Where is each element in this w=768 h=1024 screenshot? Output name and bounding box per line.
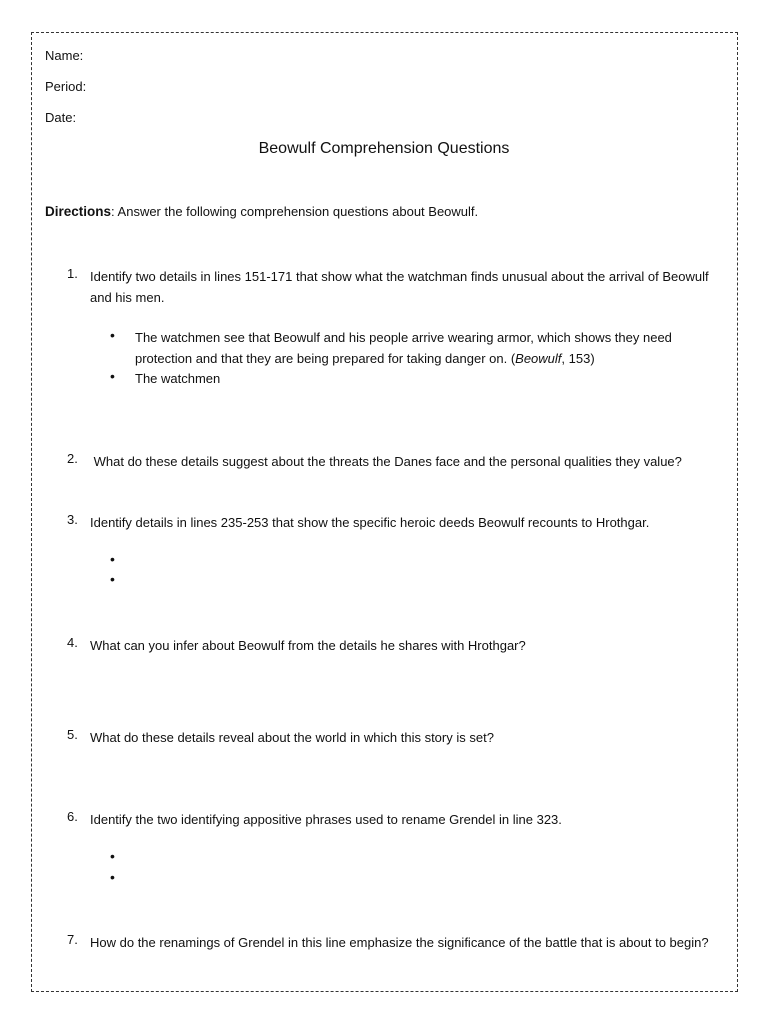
directions bbox=[45, 204, 478, 219]
question-number: 7. bbox=[67, 932, 78, 947]
answer-citation-title: Beowulf bbox=[515, 351, 562, 366]
question-number: 5. bbox=[67, 727, 78, 742]
question-text: What do these details reveal about the world in which this story is set? bbox=[90, 730, 494, 745]
date-label: Date: bbox=[45, 110, 77, 125]
answer-text bbox=[135, 327, 725, 369]
question-number: 2. bbox=[67, 451, 78, 466]
answer-text-before: The watchmen see that Beowulf and his people arrive wearing armor, which shows they need protection and that they are being prepared for taking danger on. ( bbox=[135, 330, 672, 366]
name-label: Name: bbox=[45, 48, 84, 63]
question-text: What do these details suggest about the threats the Danes face and the personal qualities they value? bbox=[90, 454, 682, 469]
question-number: 6. bbox=[67, 809, 78, 824]
question-text: Identify the two identifying appositive phrases used to rename Grendel in line 323. bbox=[90, 812, 562, 827]
question-text: What can you infer about Beowulf from the details he shares with Hrothgar? bbox=[90, 638, 526, 653]
question-number: 1. bbox=[67, 266, 78, 281]
bullet: • bbox=[110, 869, 115, 885]
question-text: Identify details in lines 235-253 that show the specific heroic deeds Beowulf recounts to Hrothgar. bbox=[90, 515, 650, 530]
bullet: • bbox=[110, 848, 115, 864]
question-number: 4. bbox=[67, 635, 78, 650]
answer-text: The watchmen bbox=[135, 371, 221, 386]
bullet: • bbox=[110, 368, 115, 384]
question-text: Identify two details in lines 151-171 that show what the watchman finds unusual about the arrival of Beowulf and his men. bbox=[90, 269, 709, 305]
question-text: How do the renamings of Grendel in this line emphasize the significance of the battle that is about to begin? bbox=[90, 935, 709, 950]
page-title: Beowulf Comprehension Questions bbox=[258, 140, 510, 157]
bullet: • bbox=[110, 551, 115, 567]
period-label: Period: bbox=[45, 79, 87, 94]
bullet: • bbox=[110, 571, 115, 587]
bullet: • bbox=[110, 327, 115, 343]
question-number: 3. bbox=[67, 512, 78, 527]
answer-text-after: , 153) bbox=[561, 351, 595, 366]
directions-text: : Answer the following comprehension questions about Beowulf. bbox=[111, 204, 479, 219]
directions-label: Directions bbox=[45, 204, 112, 219]
